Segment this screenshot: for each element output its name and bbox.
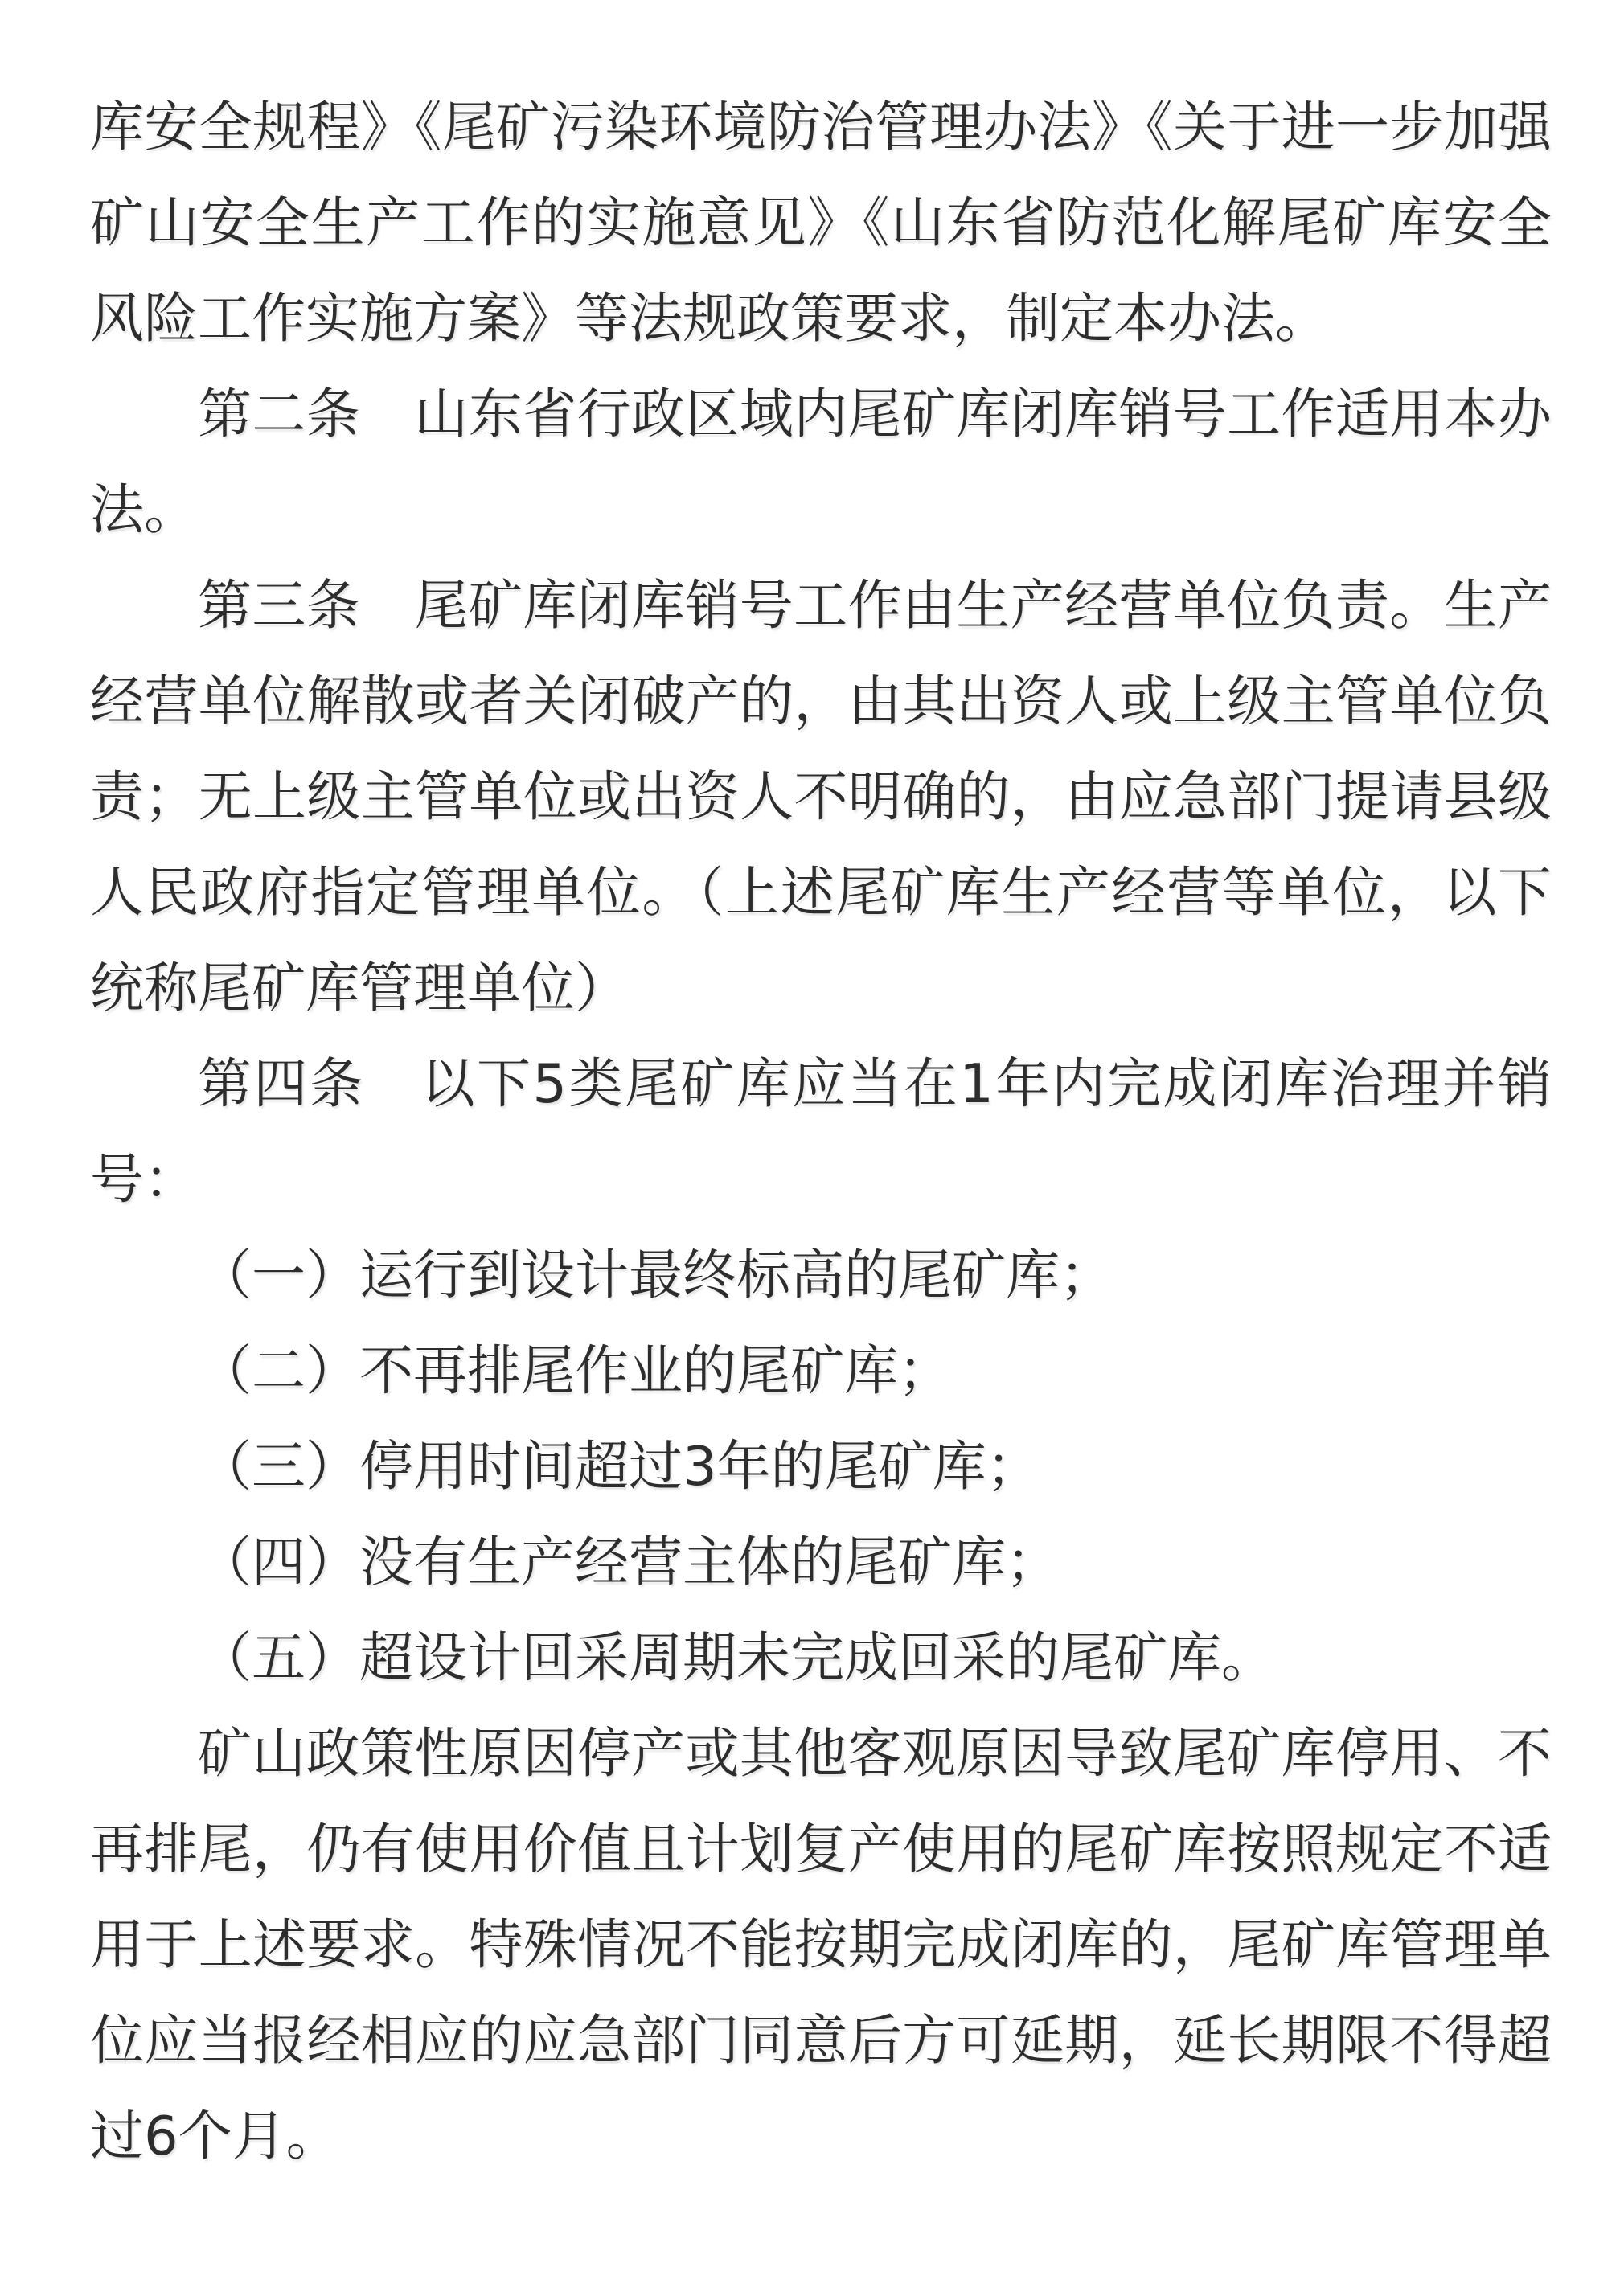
para-continuation: 库安全规程》《尾矿污染环境防治管理办法》《关于进一步加强矿山安全生产工作的实施意见》《山东省防范化解尾矿库安全风险工作实施方案》等法规政策要求，制定本办法。 — [90, 96, 1552, 350]
list-item-1: （一）运行到设计最终标高的尾矿库； — [198, 1244, 1113, 1306]
list-item-3: （三）停用时间超过3年的尾矿库； — [198, 1435, 1040, 1498]
document-body — [90, 80, 1552, 2184]
para-exception: 矿山政策性原因停产或其他客观原因导致尾矿库停用、不再排尾，仍有使用价值且计划复产使用的尾矿库按照规定不适用于上述要求。特殊情况不能按期完成闭库的，尾矿库管理单位应当报经相应的应急部门同意后方可延期，延长期限不得超过6个月。 — [90, 1722, 1552, 2167]
list-item-4: （四）没有生产经营主体的尾矿库； — [198, 1531, 1060, 1593]
list-item-5: （五）超设计回采周期未完成回采的尾矿库。 — [198, 1626, 1275, 1689]
para-article-4-lead: 第四条 以下5类尾矿库应当在1年内完成闭库治理并销号： — [90, 1052, 1552, 1211]
para-article-2: 第二条 山东省行政区域内尾矿库闭库销号工作适用本办法。 — [90, 383, 1552, 541]
para-article-3: 第三条 尾矿库闭库销号工作由生产经营单位负责。生产经营单位解散或者关闭破产的，由其出资人或上级主管单位负责；无上级主管单位或出资人不明确的，由应急部门提请县级人民政府指定管理单位。（上述尾矿库生产经营等单位，以下统称尾矿库管理单位） — [90, 574, 1552, 1019]
list-item-2: （二）不再排尾作业的尾矿库； — [198, 1339, 952, 1402]
